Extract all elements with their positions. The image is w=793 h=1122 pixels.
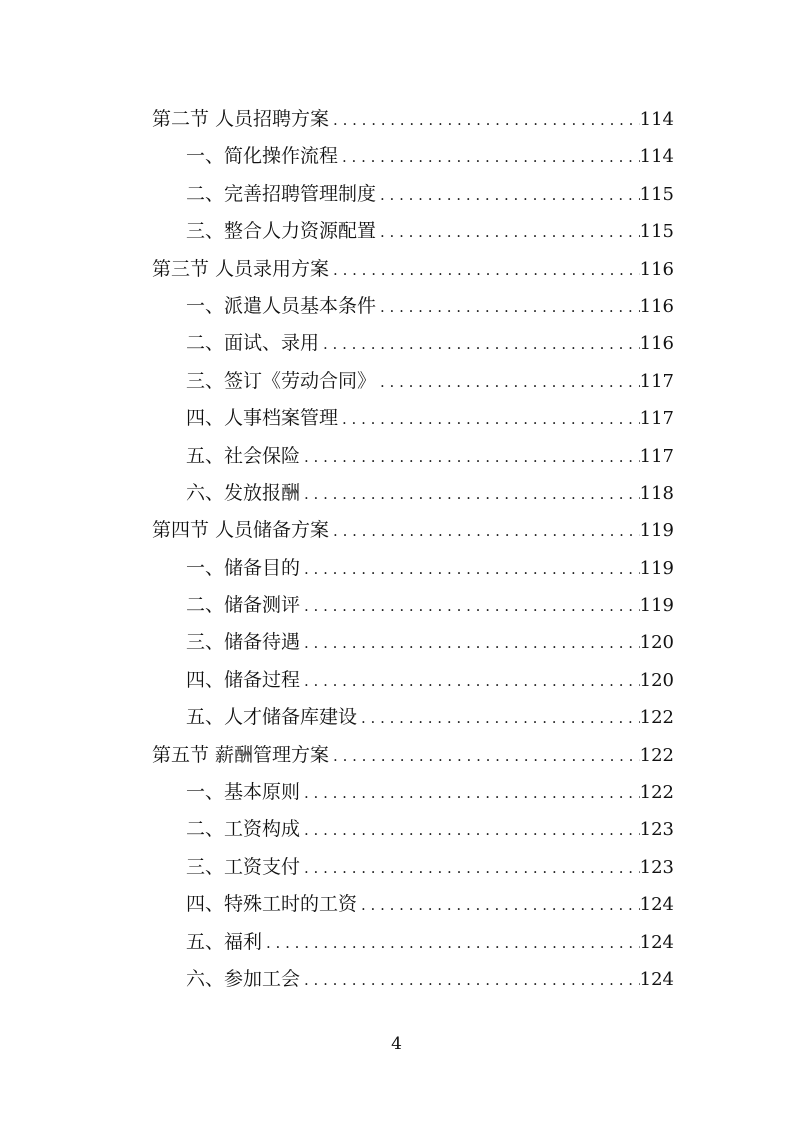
toc-dot-leader — [300, 812, 640, 849]
toc-dot-leader — [300, 476, 640, 513]
toc-dot-leader — [329, 102, 640, 139]
toc-entry-title: 一、简化操作流程 — [186, 145, 339, 168]
toc-entry-title: 三、签订《劳动合同》 — [186, 369, 377, 392]
toc-entry-title: 第五节 薪酬管理方案 — [152, 743, 330, 766]
toc-entry-page: 115 — [639, 183, 674, 205]
toc-dot-leader — [329, 738, 640, 775]
toc-entry[interactable] — [152, 363, 674, 400]
toc-entry[interactable] — [152, 624, 674, 661]
toc-entry-page: 120 — [639, 669, 674, 691]
toc-entry-title: 第四节 人员储备方案 — [152, 519, 330, 542]
toc-entry[interactable] — [152, 512, 674, 549]
toc-entry-page: 122 — [639, 782, 674, 804]
toc-entry[interactable] — [152, 662, 674, 699]
toc-entry-title: 一、派遣人员基本条件 — [186, 294, 377, 317]
toc-entry-page: 115 — [639, 221, 674, 243]
toc-entry[interactable] — [152, 400, 674, 437]
toc-dot-leader — [376, 289, 640, 326]
toc-entry-page: 116 — [639, 258, 674, 280]
toc-entry[interactable] — [152, 924, 674, 961]
toc-entry[interactable] — [152, 438, 674, 475]
toc-entry[interactable] — [152, 176, 674, 213]
toc-entry[interactable] — [152, 475, 674, 512]
toc-entry-title: 四、人事档案管理 — [186, 407, 339, 430]
toc-entry-title: 五、社会保险 — [186, 444, 301, 467]
toc-entry-title: 三、储备待遇 — [186, 631, 301, 654]
page-number: 4 — [391, 1034, 402, 1054]
toc-entry[interactable] — [152, 737, 674, 774]
toc-entry-title: 第三节 人员录用方案 — [152, 257, 330, 280]
toc-dot-leader — [300, 551, 640, 588]
toc-entry-page: 124 — [639, 894, 674, 916]
toc-dot-leader — [319, 326, 640, 363]
toc-dot-leader — [376, 214, 640, 251]
toc-entry-page: 117 — [639, 370, 674, 392]
toc-entry[interactable] — [152, 550, 674, 587]
toc-entry[interactable] — [152, 961, 674, 998]
toc-entry-title: 三、工资支付 — [186, 855, 301, 878]
toc-dot-leader — [300, 775, 640, 812]
toc-dot-leader — [300, 962, 640, 999]
toc-entry[interactable] — [152, 811, 674, 848]
toc-dot-leader — [376, 177, 640, 214]
toc-entry-title: 四、储备过程 — [186, 668, 301, 691]
toc-entry-page: 119 — [639, 520, 674, 542]
toc-entry-title: 四、特殊工时的工资 — [186, 893, 358, 916]
toc-dot-leader — [338, 139, 640, 176]
toc-entry-page: 124 — [639, 931, 674, 953]
toc-dot-leader — [300, 439, 640, 476]
toc-dot-leader — [300, 850, 640, 887]
toc-dot-leader — [300, 588, 640, 625]
toc-entry[interactable] — [152, 699, 674, 736]
toc-entry[interactable] — [152, 886, 674, 923]
toc-entry[interactable] — [152, 251, 674, 288]
toc-entry-page: 123 — [639, 819, 674, 841]
table-of-contents — [152, 101, 674, 998]
toc-entry-title: 二、储备测评 — [186, 594, 301, 617]
toc-entry-title: 第二节 人员招聘方案 — [152, 108, 330, 130]
toc-dot-leader — [376, 364, 640, 401]
toc-entry-page: 117 — [639, 408, 674, 430]
toc-entry-title: 一、基本原则 — [186, 781, 301, 804]
toc-entry-title: 六、参加工会 — [186, 967, 301, 990]
toc-entry-title: 五、人才储备库建设 — [186, 706, 358, 729]
toc-entry[interactable] — [152, 849, 674, 886]
toc-entry-page: 123 — [639, 856, 674, 878]
toc-entry-page: 114 — [639, 109, 674, 130]
toc-entry-page: 119 — [639, 557, 674, 579]
toc-entry-title: 三、整合人力资源配置 — [186, 220, 377, 243]
toc-entry[interactable] — [152, 138, 674, 175]
toc-entry-title: 二、完善招聘管理制度 — [186, 182, 377, 205]
toc-entry[interactable] — [152, 288, 674, 325]
toc-entry-page: 118 — [639, 482, 674, 504]
toc-entry[interactable] — [152, 587, 674, 624]
toc-dot-leader — [357, 700, 640, 737]
toc-dot-leader — [300, 663, 640, 700]
toc-entry-page: 119 — [639, 595, 674, 617]
toc-dot-leader — [300, 625, 640, 662]
toc-entry-page: 116 — [639, 333, 674, 355]
toc-entry[interactable] — [152, 774, 674, 811]
toc-entry-page: 114 — [639, 146, 674, 168]
toc-entry-title: 五、福利 — [186, 930, 263, 953]
toc-entry-title: 二、面试、录用 — [186, 332, 320, 355]
toc-entry-page: 124 — [639, 968, 674, 990]
toc-entry-title: 二、工资构成 — [186, 818, 301, 841]
toc-entry-page: 120 — [639, 632, 674, 654]
toc-entry[interactable] — [152, 325, 674, 362]
toc-entry[interactable] — [152, 213, 674, 250]
toc-entry-page: 122 — [639, 744, 674, 766]
toc-dot-leader — [329, 513, 640, 550]
toc-dot-leader — [329, 252, 640, 289]
toc-entry-page: 117 — [639, 445, 674, 467]
toc-entry[interactable] — [152, 101, 674, 138]
toc-entry-page: 116 — [639, 295, 674, 317]
toc-entry-title: 一、储备目的 — [186, 556, 301, 579]
toc-dot-leader — [262, 925, 640, 962]
toc-entry-title: 六、发放报酬 — [186, 481, 301, 504]
toc-dot-leader — [357, 887, 640, 924]
toc-dot-leader — [338, 401, 640, 438]
toc-entry-page: 122 — [639, 707, 674, 729]
